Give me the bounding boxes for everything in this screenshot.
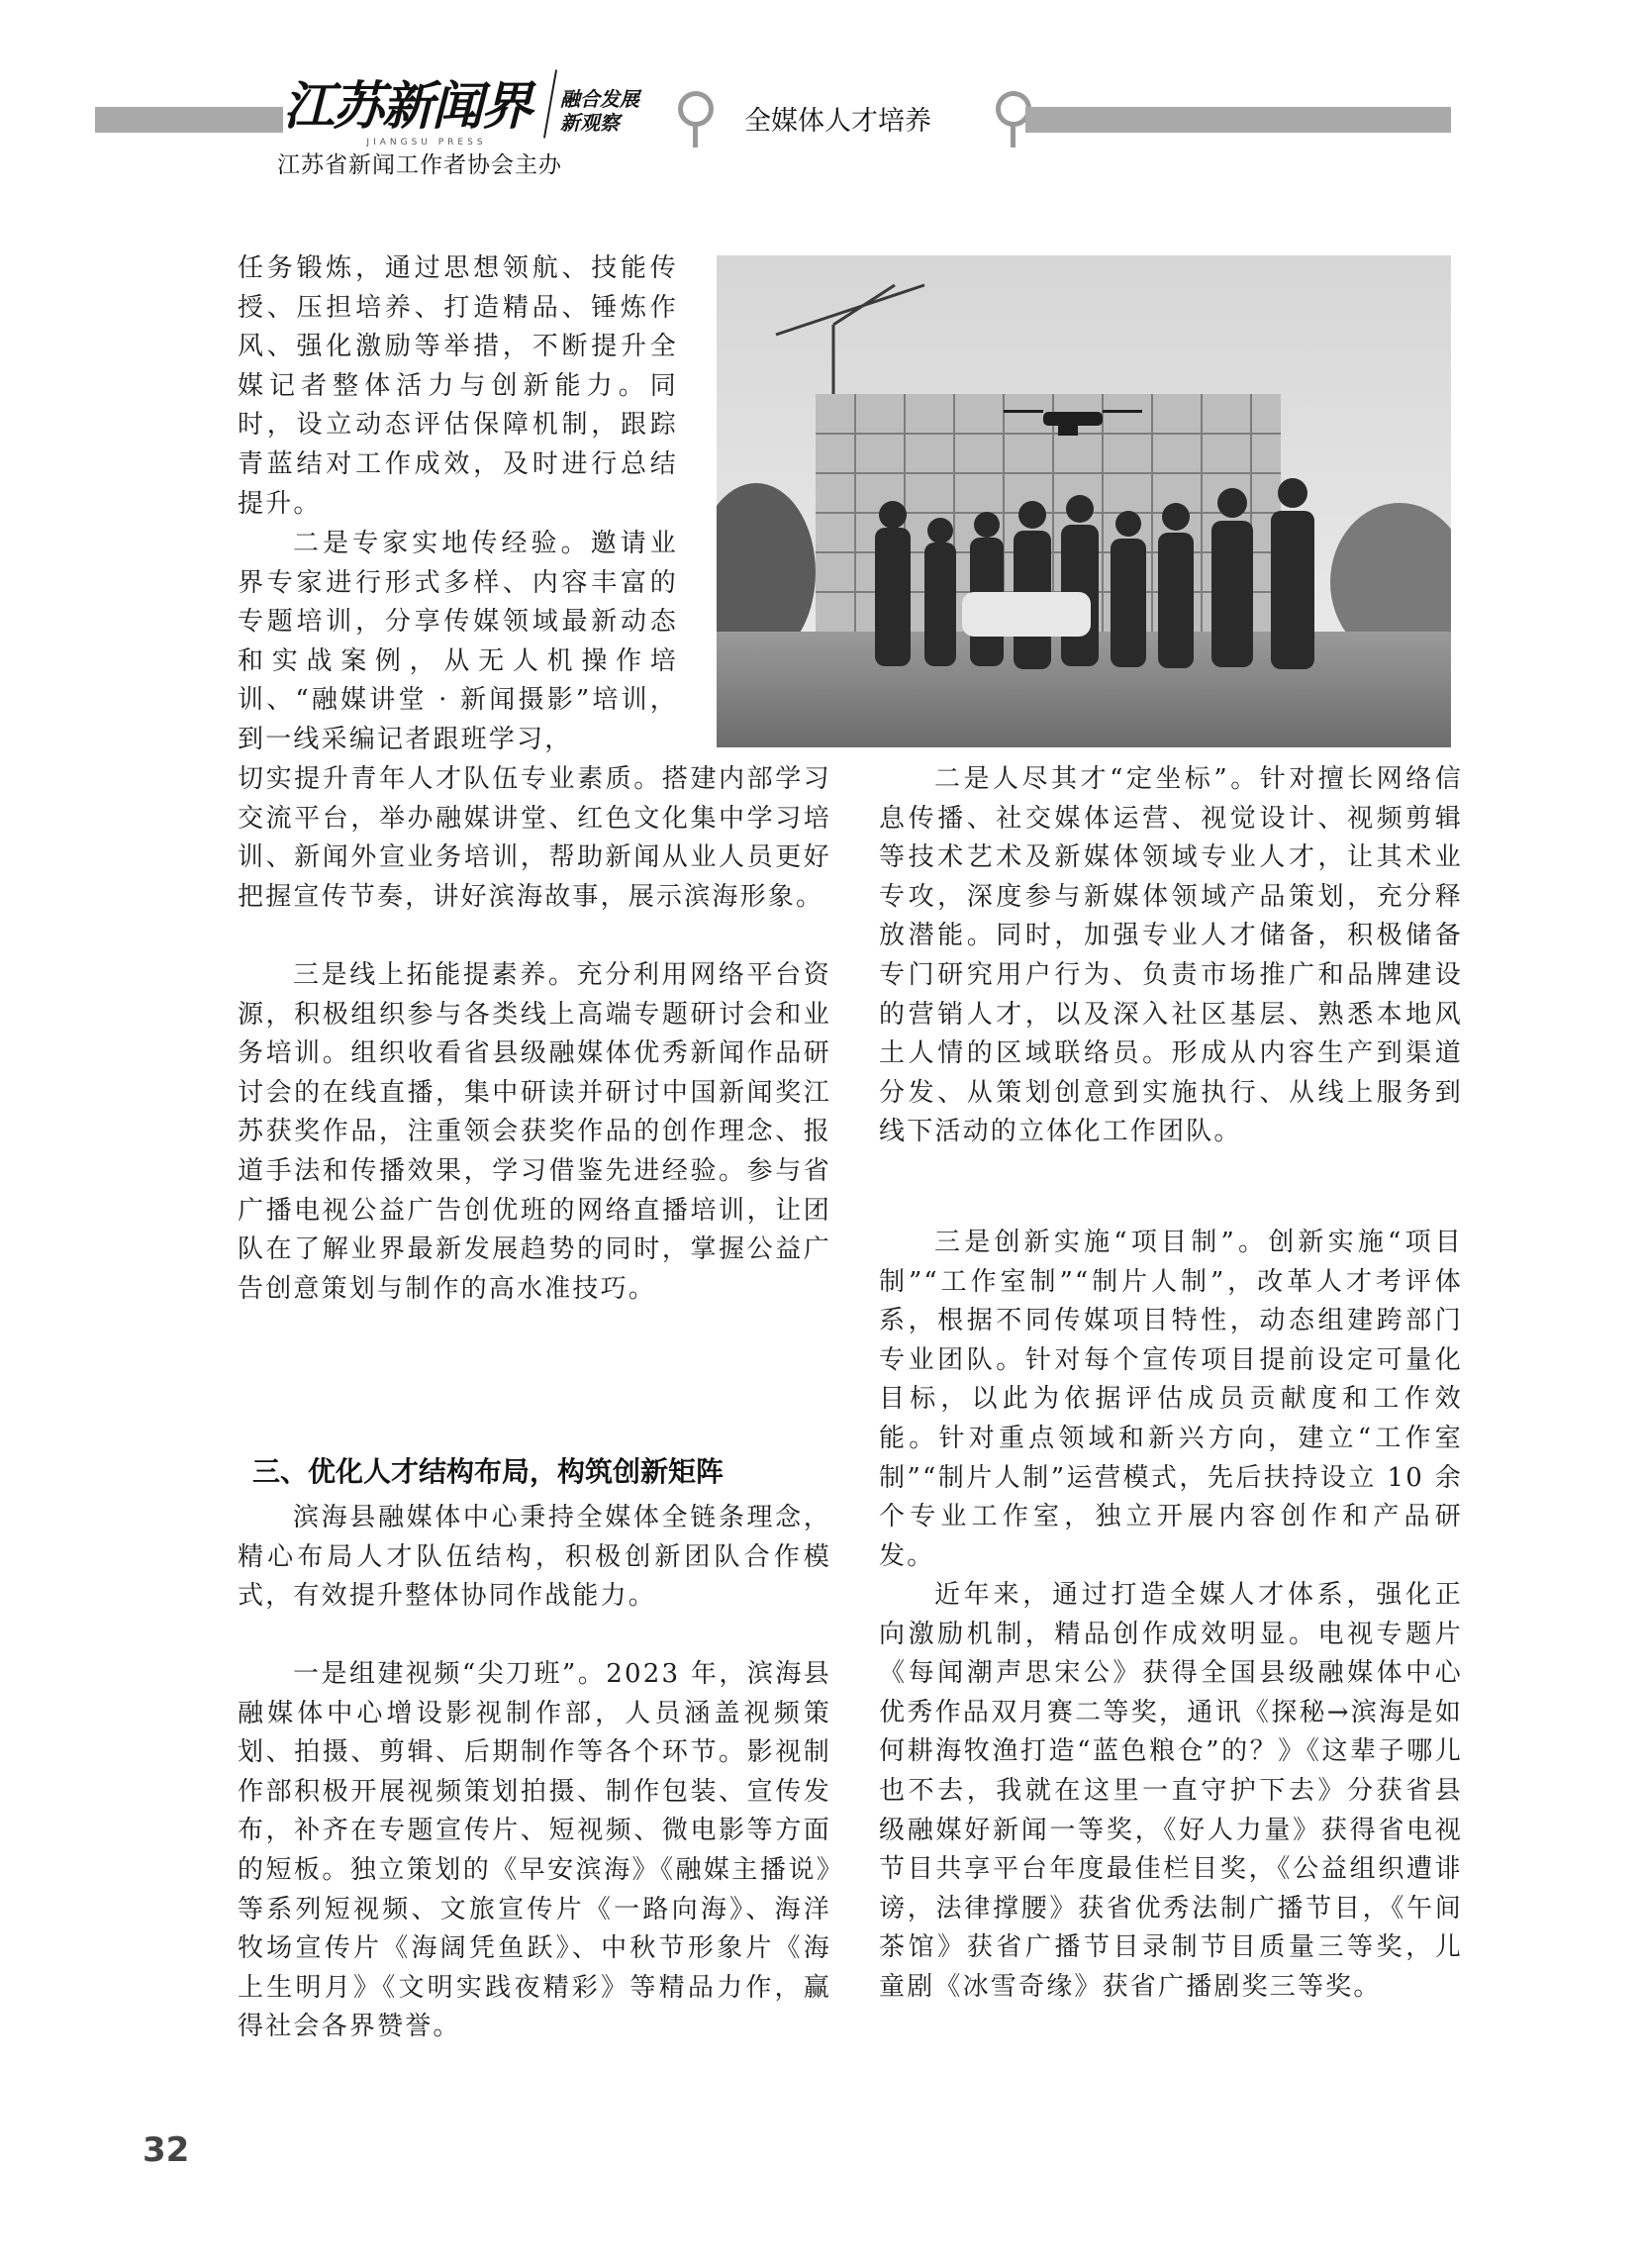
column-name-line1: 融合发展 [560, 87, 639, 111]
column-name [560, 87, 659, 135]
column-name-line2: 新观察 [560, 111, 620, 135]
left-paragraph-2: 二是专家实地传经验。邀请业界专家进行形式多样、内容丰富的专题培训，分享传媒领域最新动态和实战案例，从无人机操作培训、“融媒讲堂 · 新闻摄影”培训，到一线采编记者跟班学习， [238, 529, 678, 754]
section-title: 全媒体人才培养 [744, 106, 931, 137]
section-heading-3: 三、优化人才结构布局，构筑创新矩阵 [252, 1455, 725, 1488]
right-paragraph-3: 近年来，通过打造全媒人才体系，强化正向激励机制，精品创作成效明显。电视专题片《每闻潮声思宋公》获得全国县级融媒体中心优秀作品双月赛二等奖，通讯《探秘→滨海是如何耕海牧渔打造“蓝色粮仓”的？》《这辈子哪儿也不去，我就在这里一直守护下去》分获省县级融媒好新闻一等奖，《好人力量》获得省电视节目共享平台年度最佳栏目奖，《公益组织遭诽谤，法律撑腰》获省优秀法制广播节目，《午间茶馆》获省广播节目录制节目质量三等奖，儿童剧《冰雪奇缘》获省广播剧奖三等奖。 [879, 1580, 1463, 2002]
pin-icon [678, 91, 714, 127]
header-bar-left [95, 107, 283, 133]
magazine-subtitle: JIANGSU PRESS [366, 138, 487, 148]
left-paragraph-1: 任务锻炼，通过思想领航、技能传授、压担培养、打造精品、锤炼作风、强化激励等举措，不断提升全媒记者整体活力与创新能力。同时，设立动态评估保障机制，跟踪青蓝结对工作成效，及时进行总结提升。 [238, 253, 678, 519]
right-paragraph-1: 二是人尽其才“定坐标”。针对擅长网络信息传播、社交媒体运营、视觉设计、视频剪辑等技术艺术及新媒体领域专业人才，让其术业专攻，深度参与新媒体领域产品策划，充分释放潜能。同时，加强专业人才储备，积极储备专门研究用户行为、负责市场推广和品牌建设的营销人才，以及深入社区基层、熟悉本地风土人情的区域联络员。形成从内容生产到渠道分发、从策划创意到实施执行、从线上服务到线下活动的立体化工作团队。 [879, 764, 1463, 1147]
left-paragraph-5: 一是组建视频“尖刀班”。2023 年，滨海县融媒体中心增设影视制作部，人员涵盖视频策划、拍摄、剪辑、后期制作等各个环节。影视制作部积极开展视频策划拍摄、制作包装、宣传发布，补齐在专题宣传片、短视频、微电影等方面的短板。独立策划的《早安滨海》《融媒主播说》等系列短视频、文旅宣传片《一路向海》、海洋牧场宣传片《海阔凭鱼跃》、中秋节形象片《海上生明月》《文明实践夜精彩》等精品力作，赢得社会各界赞誉。 [238, 1659, 831, 2042]
group-photo-drone-training [717, 255, 1451, 747]
magazine-sponsor: 江苏省新闻工作者协会主办 [277, 152, 562, 178]
left-paragraph-4: 滨海县融媒体中心秉持全媒体全链条理念，精心布局人才队伍结构，积极创新团队合作模式，有效提升整体协同作战能力。 [238, 1503, 831, 1612]
page-number: 32 [143, 2130, 190, 2170]
left-paragraph-2-continued: 切实提升青年人才队伍专业素质。搭建内部学习交流平台，举办融媒讲堂、红色文化集中学习培训、新闻外宣业务培训，帮助新闻从业人员更好把握宣传节奏，讲好滨海故事，展示滨海形象。 [238, 764, 831, 912]
right-paragraph-2: 三是创新实施“项目制”。创新实施“项目制”“工作室制”“制片人制”，改革人才考评体系，根据不同传媒项目特性，动态组建跨部门专业团队。针对每个宣传项目提前设定可量化目标，以此为依据评估成员贡献度和工作效能。针对重点领域和新兴方向，建立“工作室制”“制片人制”运营模式，先后扶持设立 10 余个专业工作室，独立开展内容创作和产品研发。 [879, 1228, 1463, 1571]
header-bar-right [1025, 107, 1451, 133]
magazine-title: 江苏新闻界 [283, 77, 532, 137]
left-paragraph-3: 三是线上拓能提素养。充分利用网络平台资源，积极组织参与各类线上高端专题研讨会和业务培训。组织收看省县级融媒体优秀新闻作品研讨会的在线直播，集中研读并研讨中国新闻奖江苏获奖作品，注重领会获奖作品的创作理念、报道手法和传播效果，学习借鉴先进经验。参与省广播电视公益广告创优班的网络直播培训，让团队在了解业界最新发展趋势的同时，掌握公益广告创意策划与制作的高水准技巧。 [238, 960, 831, 1304]
